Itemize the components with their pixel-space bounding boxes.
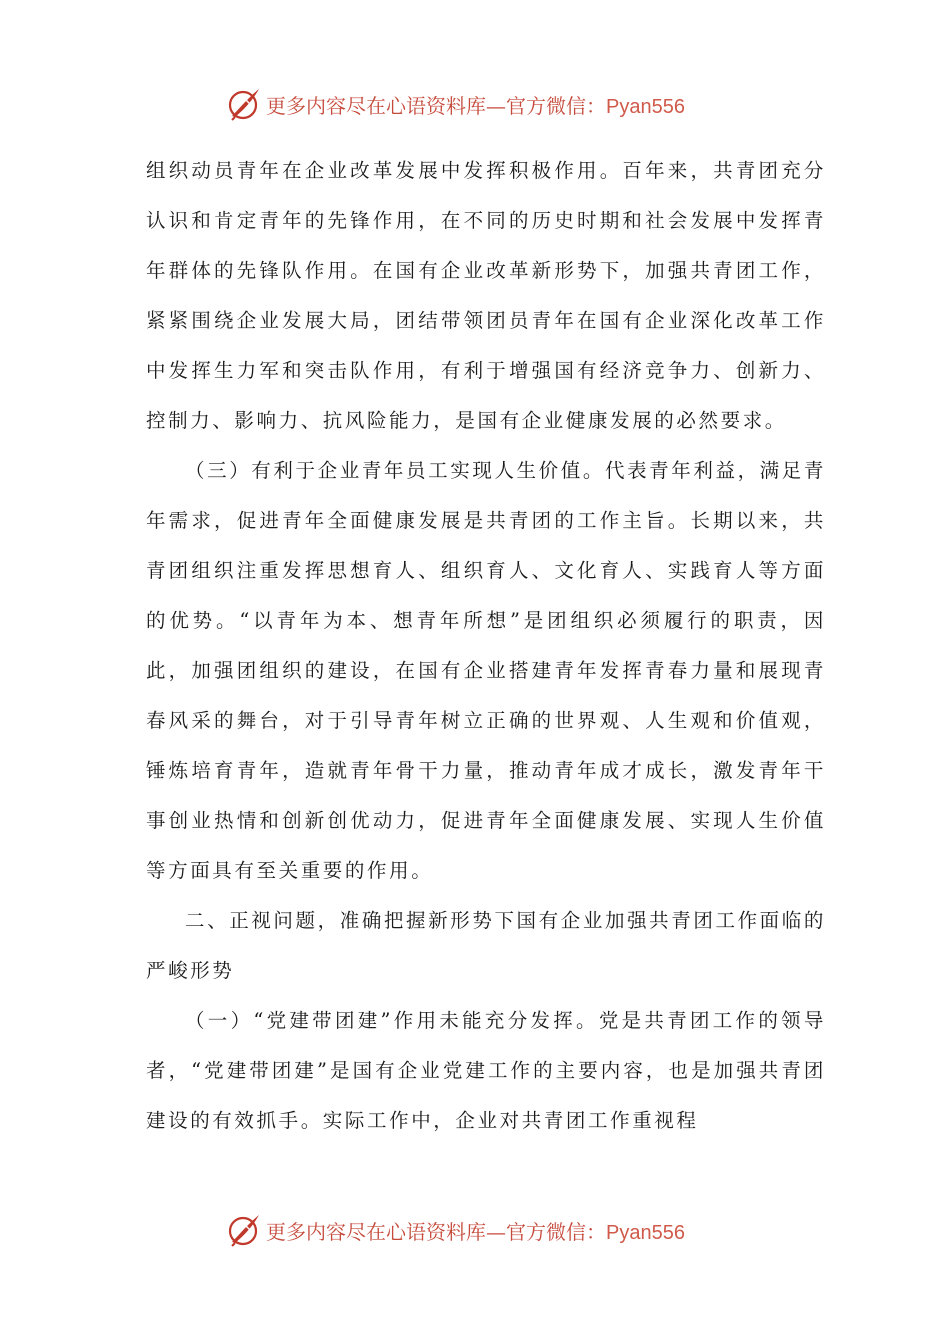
footer-banner-separator: —官方微信： <box>486 1219 606 1244</box>
footer-banner-wechat-id: Pyan556 <box>606 1221 685 1244</box>
paragraph-3: （一）“党建带团建”作用未能充分发挥。党是共青团工作的领导者，“党建带团建”是国有企业党建工作的主要内容，也是加强共青团建设的有效抓手。实际工作中，企业对共青团工作重视程 <box>146 1009 826 1132</box>
header-banner-separator: —官方微信： <box>486 93 606 118</box>
document-body <box>146 146 826 1146</box>
header-banner-wechat-id: Pyan556 <box>606 95 685 118</box>
header-banner-text <box>266 90 685 119</box>
header-banner-brand: 更多内容尽在心语资料库 <box>266 93 486 118</box>
paragraph-1: 组织动员青年在企业改革发展中发挥积极作用。百年来，共青团充分认识和肯定青年的先锋作用，在不同的历史时期和社会发展中发挥青年群体的先锋队作用。在国有企业改革新形势下，加强共青团工作，紧紧围绕企业发展大局，团结带领团员青年在国有企业深化改革工作中发挥生力军和突击队作用，有利于增强国有经济竞争力、创新力、控制力、影响力、抗风险能力，是国有企业健康发展的必然要求。 <box>146 159 826 432</box>
footer-banner-brand: 更多内容尽在心语资料库 <box>266 1219 486 1244</box>
quill-logo-icon <box>226 1212 262 1248</box>
quill-logo-icon <box>226 86 262 122</box>
section-heading-2: 二、正视问题，准确把握新形势下国有企业加强共青团工作面临的严峻形势 <box>146 909 826 982</box>
paragraph-2: （三）有利于企业青年员工实现人生价值。代表青年利益，满足青年需求，促进青年全面健康发展是共青团的工作主旨。长期以来，共青团组织注重发挥思想育人、组织育人、文化育人、实践育人等方面的优势。“以青年为本、想青年所想”是团组织必须履行的职责，因此，加强团组织的建设，在国有企业搭建青年发挥青春力量和展现青春风采的舞台，对于引导青年树立正确的世界观、人生观和价值观，锤炼培育青年，造就青年骨干力量，推动青年成才成长，激发青年干事创业热情和创新创优动力，促进青年全面健康发展、实现人生价值等方面具有至关重要的作用。 <box>146 459 826 882</box>
header-banner <box>226 84 746 124</box>
footer-banner <box>226 1210 746 1250</box>
footer-banner-text <box>266 1216 685 1245</box>
